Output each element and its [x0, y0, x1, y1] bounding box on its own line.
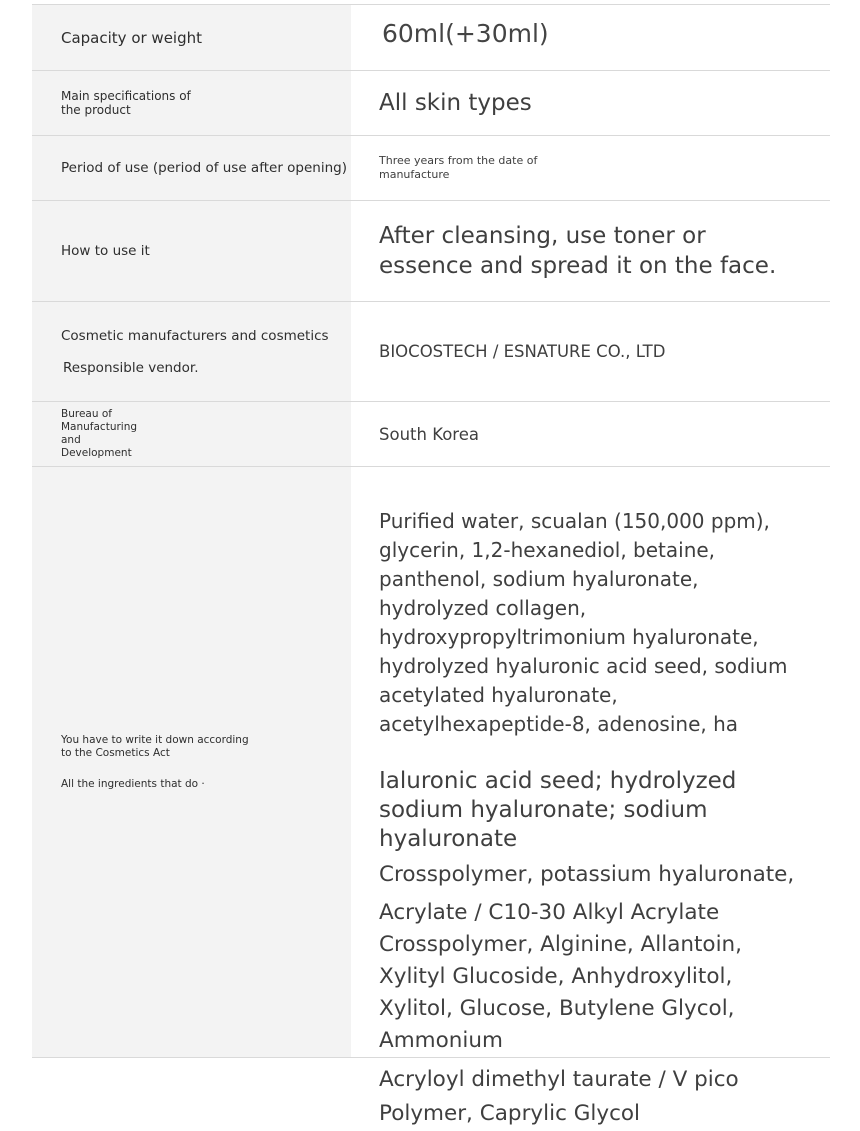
row-label [32, 5, 351, 70]
table-row [32, 401, 830, 466]
row-label [32, 467, 351, 1057]
ingredients-text: Ialuronic acid seed; hydrolyzed sodium hyaluronate; sodium hyaluronate [379, 768, 737, 852]
table-row [32, 4, 830, 70]
label-text: Bureau of [61, 408, 112, 420]
value-text: 60ml(+30ml) [382, 19, 549, 48]
value-text: All skin types [379, 90, 532, 116]
value-text: Three years from the date of manufacture [379, 154, 538, 181]
table-row [32, 135, 830, 200]
value-text: South Korea [379, 424, 479, 444]
table-row [32, 466, 830, 1126]
table-row [32, 200, 830, 301]
row-label [32, 302, 351, 401]
row-value [351, 302, 830, 401]
label-text: Main specifications of the product [61, 89, 191, 117]
label-text: Cosmetic manufacturers and cosmetics [61, 327, 329, 344]
ingredients-text: Purified water, scualan (150,000 ppm), glycerin, 1,2-hexanediol, betaine, panthenol, sodium hyaluronate, hydrolyzed collagen, hydroxypropyltrimonium hyaluronate, hydrolyzed hyaluronic acid seed, sodium acetylated hyaluronate, acetylhexapeptide-8, adenosine, ha [379, 509, 788, 736]
row-label [32, 201, 351, 301]
label-text: Capacity or weight [61, 28, 203, 47]
label-text: Development [61, 447, 132, 459]
ingredients-text: Acryloyl dimethyl taurate / V pico Polymer, Caprylic Glycol [379, 1067, 739, 1126]
row-label [32, 71, 351, 135]
row-value [351, 71, 830, 135]
row-value [351, 467, 830, 1126]
label-text: Manufacturing [61, 421, 138, 433]
ingredients-text: Acrylate / C10-30 Alkyl Acrylate Crosspolymer, Alginine, Allantoin, Xylityl Glucoside, Anhydroxylitol, Xylitol, Glucose, Butylene Glycol, Ammonium [379, 900, 743, 1053]
row-label [32, 136, 351, 200]
label-text: All the ingredients that do · [61, 777, 205, 790]
row-value [351, 136, 830, 200]
row-value [351, 201, 830, 301]
row-value [351, 402, 830, 466]
product-info-table [32, 4, 830, 1126]
label-text: and [61, 434, 81, 446]
value-text: After cleansing, use toner or essence and spread it on the face. [379, 223, 777, 279]
row-label [32, 402, 351, 466]
ingredients-text: Crosspolymer, potassium hyaluronate, [379, 862, 795, 887]
value-text: BIOCOSTECH / ESNATURE CO., LTD [379, 342, 666, 361]
table-row [32, 70, 830, 135]
table-row [32, 301, 830, 401]
label-text: How to use it [61, 243, 150, 259]
label-text: Responsible vendor. [63, 359, 199, 376]
label-text: You have to write it down according to the Cosmetics Act [61, 733, 249, 759]
row-value [351, 5, 830, 70]
label-text: Period of use (period of use after opening) [61, 160, 347, 176]
